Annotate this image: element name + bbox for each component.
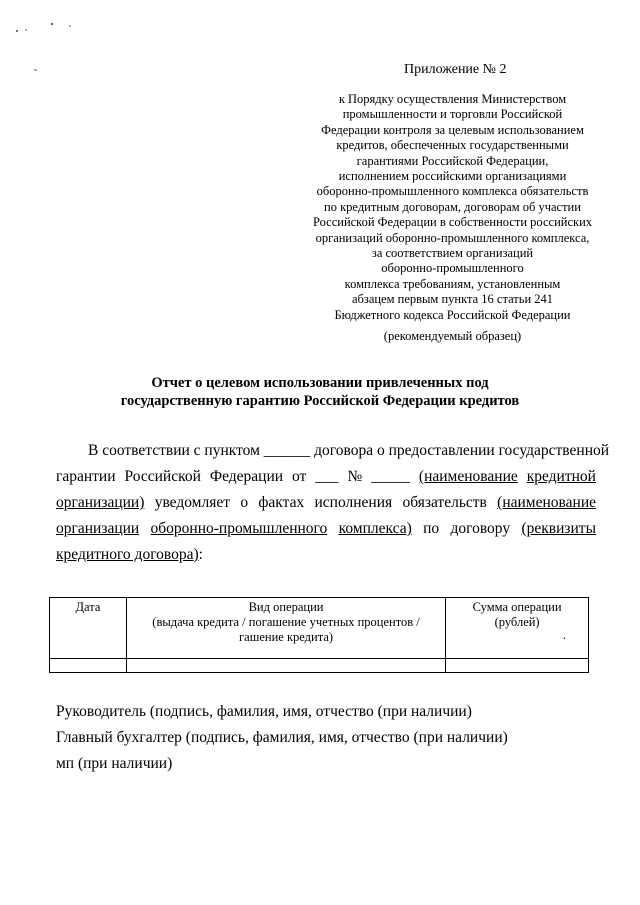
paragraph-word: от xyxy=(291,468,307,485)
appendix-line: организаций оборонно-промышленного комплекса, xyxy=(315,230,590,245)
scan-speck xyxy=(51,23,53,25)
credit-org-placeholder: организации) xyxy=(56,494,145,511)
paragraph-line xyxy=(56,490,596,516)
paragraph-word: Российской xyxy=(124,468,201,485)
defense-org-placeholder: (наименование xyxy=(497,494,596,511)
paragraph-word: № xyxy=(347,468,363,485)
paragraph-word: о xyxy=(240,494,249,511)
appendix-line: комплекса требованиям, установленным xyxy=(344,276,561,291)
appendix-line: исполнением российскими организациями xyxy=(338,169,567,184)
header-operation-note: (выдача кредита / погашение учетных процентов / xyxy=(152,615,420,629)
recommended-sample-note: (рекомендуемый образец) xyxy=(383,329,522,343)
operations-table xyxy=(49,597,589,673)
header-amount-cell xyxy=(446,598,589,659)
body-paragraph xyxy=(56,438,610,568)
appendix-line: к Порядку осуществления Министерством xyxy=(338,92,567,106)
paragraph-word: уведомляет xyxy=(154,494,231,511)
credit-org-placeholder: (наименование xyxy=(418,468,518,485)
appendix-line: гарантиями Российской Федерации, xyxy=(356,153,549,168)
appendix-line: абзацем первым пункта 16 статьи 241 xyxy=(351,292,554,307)
appendix-line: по кредитным договорам, договорам об участии xyxy=(324,199,581,214)
header-date-cell xyxy=(50,598,127,659)
paragraph-word: Федерации xyxy=(209,468,284,485)
paragraph-word: договору xyxy=(450,520,511,537)
paragraph-word: по xyxy=(423,520,440,537)
appendix-line: оборонно-промышленного комплекса обязательств xyxy=(316,184,589,199)
paragraph-line xyxy=(56,542,596,568)
appendix-line: промышленности и торговли Российской xyxy=(342,107,563,122)
appendix-line: Федерации контроля за целевым использованием xyxy=(321,122,584,137)
scan-speck xyxy=(69,25,71,27)
appendix-line: оборонно-промышленного xyxy=(381,261,524,276)
paragraph-word: гарантии xyxy=(56,468,116,485)
signature-head: Руководитель (подпись, фамилия, имя, отчество (при наличии) xyxy=(56,703,472,720)
paragraph-word: исполнения xyxy=(314,494,393,511)
number-blank: _____ xyxy=(371,468,410,485)
paragraph-line xyxy=(56,438,610,464)
operations-table-wrapper xyxy=(49,597,589,673)
paragraph-word: фактах xyxy=(258,494,305,511)
date-blank: ___ xyxy=(315,468,339,485)
scan-mark: . xyxy=(562,628,566,642)
header-operation-note: гашение кредита) xyxy=(239,630,334,644)
header-amount-unit: (рублей) xyxy=(494,615,540,629)
credit-agreement-placeholder: кредитного договора) xyxy=(56,546,199,563)
appendix-title: Приложение № 2 xyxy=(404,62,507,77)
document-title xyxy=(80,374,560,410)
paragraph-word: обязательств xyxy=(402,494,487,511)
paragraph-text: В соответствии с пунктом ______ договора о предоставлении государственной xyxy=(88,442,610,459)
paragraph-colon: : xyxy=(198,546,203,563)
appendix-line: за соответствием организаций xyxy=(371,246,534,261)
header-date-label: Дата xyxy=(75,600,101,614)
defense-org-placeholder: оборонно-промышленного xyxy=(150,520,328,537)
credit-org-placeholder: кредитной xyxy=(526,468,596,485)
appendix-reference xyxy=(300,92,605,323)
header-amount-label: Сумма операции xyxy=(472,600,562,614)
credit-agreement-placeholder: (реквизиты xyxy=(521,520,596,537)
document-title-line: Отчет о целевом использовании привлеченных под xyxy=(151,375,489,391)
scan-speck xyxy=(16,30,18,32)
stamp-place: мп (при наличии) xyxy=(56,755,173,772)
appendix-line: Российской Федерации в собственности российских xyxy=(312,215,593,230)
table-header-row xyxy=(50,598,589,659)
paragraph-line xyxy=(56,516,596,542)
signature-chief-accountant: Главный бухгалтер (подпись, фамилия, имя, отчество (при наличии) xyxy=(56,729,508,746)
document-title-line: государственную гарантию Российской Федерации кредитов xyxy=(120,393,520,409)
scan-speck xyxy=(25,29,27,31)
paragraph-line xyxy=(56,464,596,490)
table-row xyxy=(50,659,589,673)
defense-org-placeholder: организации xyxy=(56,520,140,537)
table-cell-date[interactable] xyxy=(50,659,127,673)
table-cell-operation[interactable] xyxy=(126,659,445,673)
header-operation-label: Вид операции xyxy=(248,600,324,614)
defense-org-placeholder: комплекса) xyxy=(338,520,412,537)
table-cell-amount[interactable] xyxy=(446,659,589,673)
header-operation-cell xyxy=(126,598,445,659)
appendix-line: кредитов, обеспеченных государственными xyxy=(336,138,569,153)
appendix-line: Бюджетного кодекса Российской Федерации xyxy=(334,307,571,322)
scan-specks xyxy=(0,0,640,90)
